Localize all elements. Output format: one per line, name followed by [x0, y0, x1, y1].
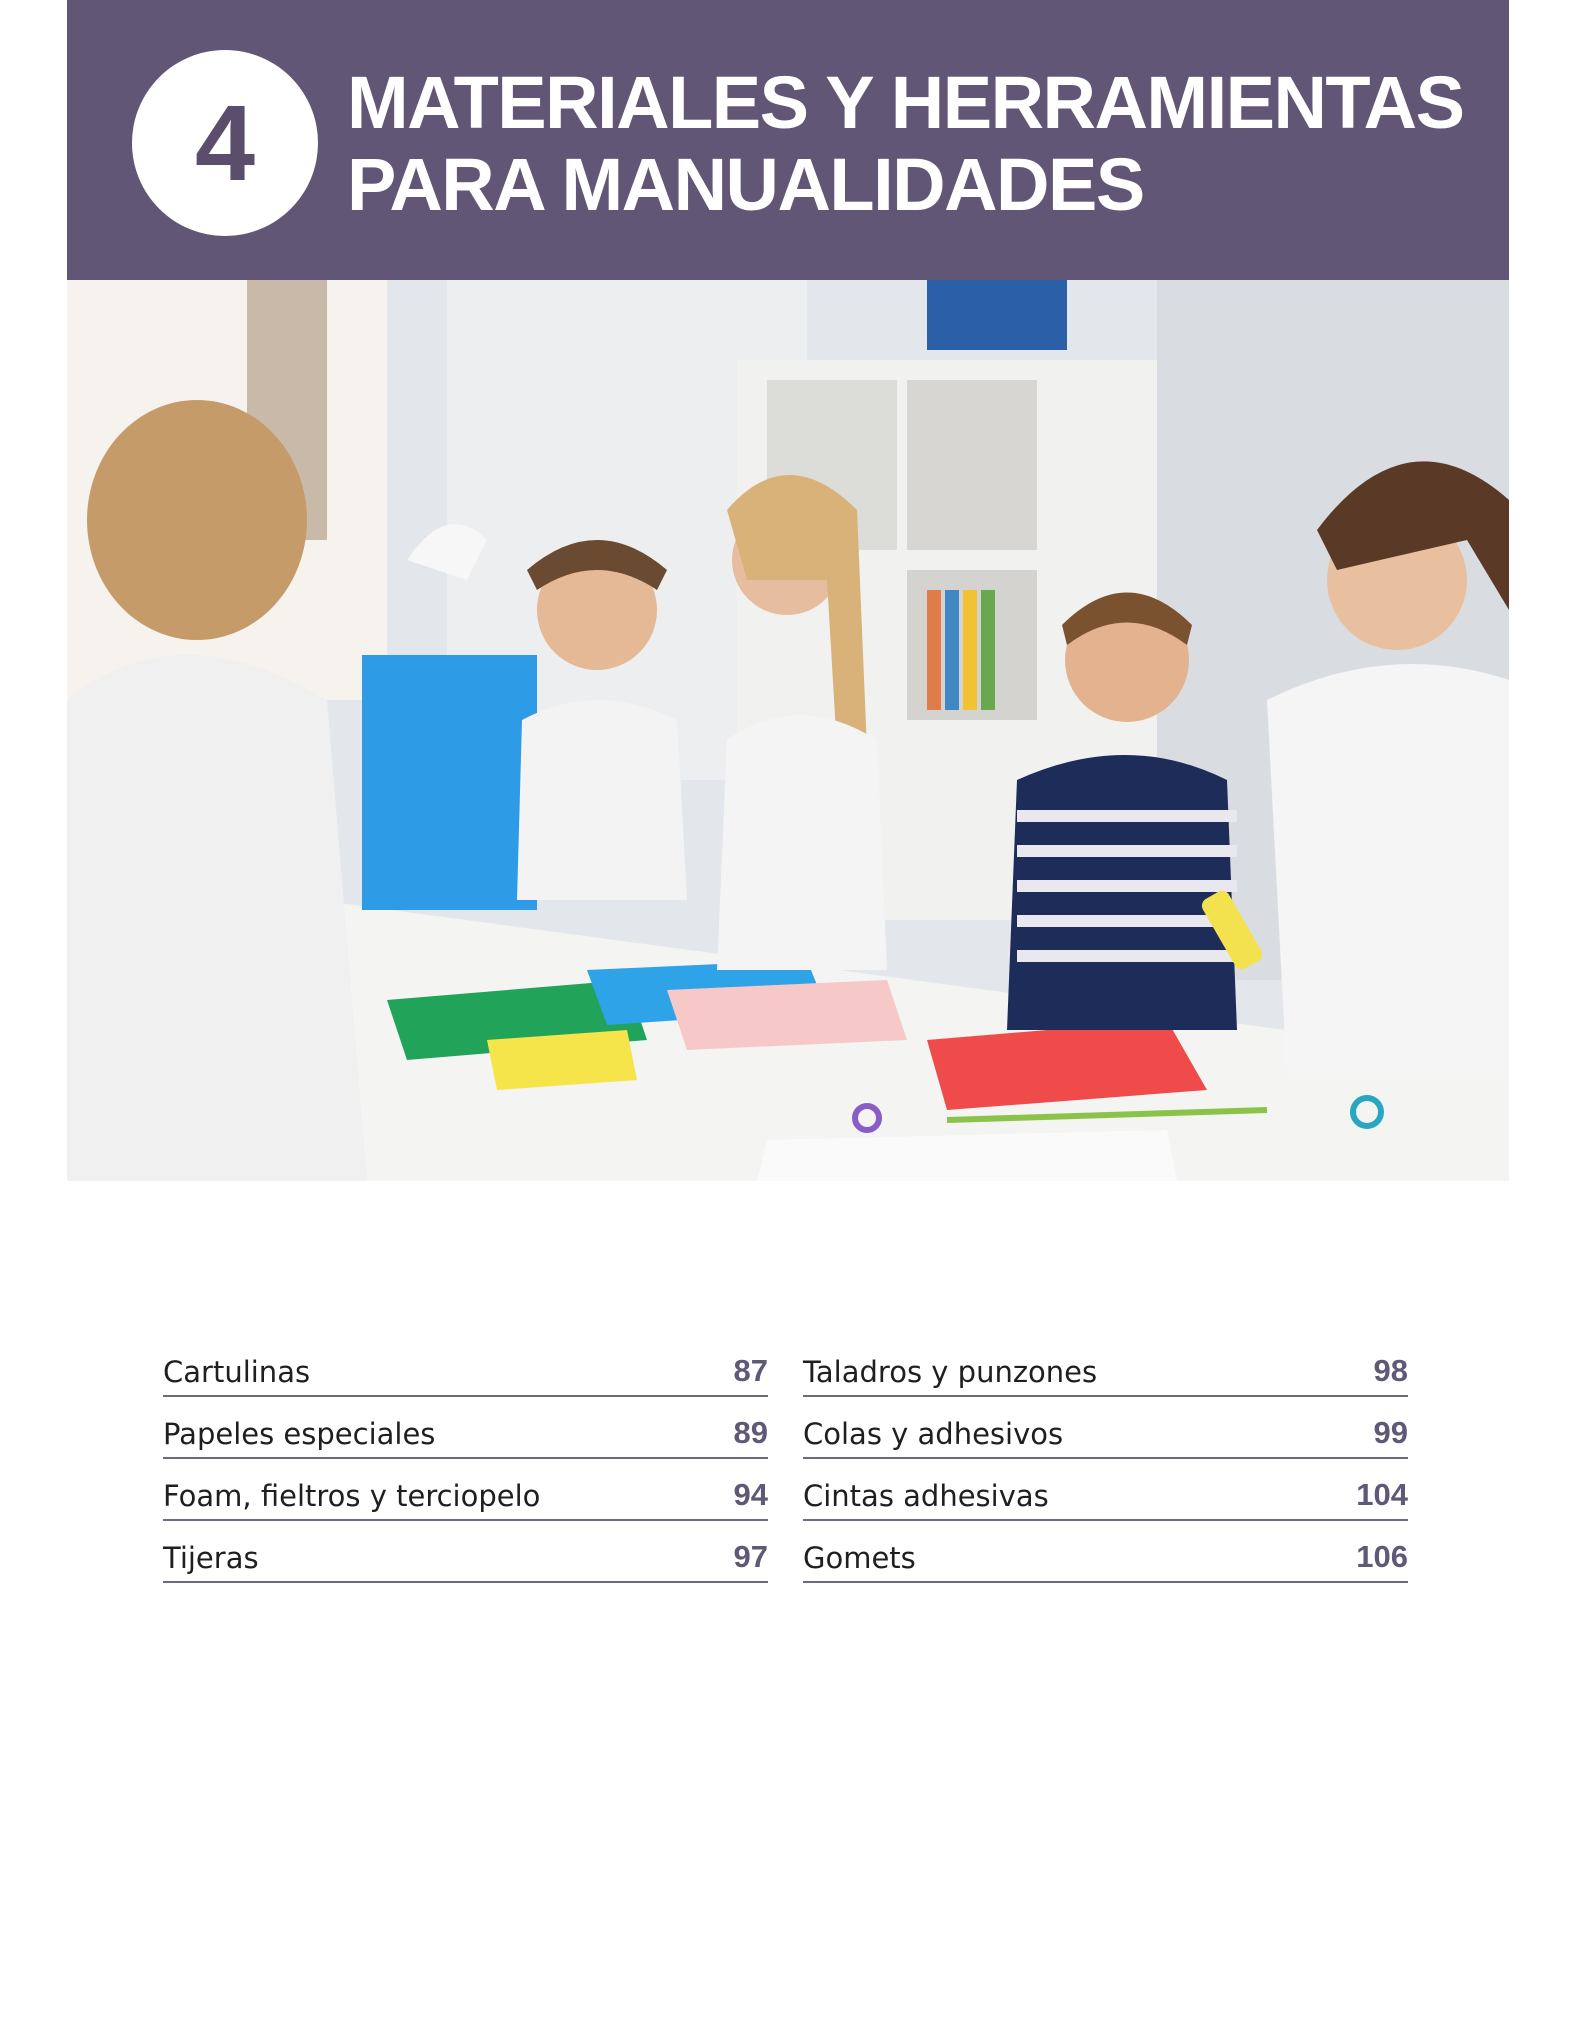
toc-entry-label: Cartulinas: [163, 1355, 311, 1389]
chapter-number: 4: [194, 82, 256, 203]
toc-entry-label: Foam, fieltros y terciopelo: [163, 1479, 541, 1513]
classroom-crafts-photo: [67, 280, 1509, 1181]
toc-entry[interactable]: [163, 1397, 768, 1459]
chapter-title-line-2: PARA MANUALIDADES: [347, 143, 1144, 226]
toc-entry[interactable]: [163, 1459, 768, 1521]
toc-entry-label: Colas y adhesivos: [803, 1417, 1064, 1451]
toc-entry-page: 104: [1356, 1477, 1408, 1512]
chapter-title: [347, 62, 1497, 226]
toc-entry-page: 97: [733, 1539, 768, 1574]
toc-entry-label: Gomets: [803, 1541, 916, 1575]
chapter-number-badge: [132, 50, 318, 236]
toc-entry-page: 106: [1356, 1539, 1408, 1574]
toc-column-left: [163, 1335, 768, 1583]
toc-entry-label: Taladros y punzones: [803, 1355, 1098, 1389]
toc-entry[interactable]: [163, 1521, 768, 1583]
table-of-contents: [163, 1335, 1408, 1595]
toc-entry-page: 99: [1373, 1415, 1408, 1450]
toc-entry[interactable]: [803, 1521, 1408, 1583]
toc-entry-page: 94: [733, 1477, 768, 1512]
toc-entry[interactable]: [803, 1335, 1408, 1397]
toc-entry-label: Cintas adhesivas: [803, 1479, 1049, 1513]
toc-entry-page: 89: [733, 1415, 768, 1450]
toc-entry[interactable]: [803, 1397, 1408, 1459]
toc-entry[interactable]: [803, 1459, 1408, 1521]
toc-column-right: [803, 1335, 1408, 1583]
toc-entry[interactable]: [163, 1335, 768, 1397]
chapter-title-line-1: MATERIALES Y HERRAMIENTAS: [347, 61, 1464, 144]
toc-entry-label: Papeles especiales: [163, 1417, 436, 1451]
chapter-header: [67, 0, 1509, 280]
toc-entry-label: Tijeras: [163, 1541, 259, 1575]
toc-entry-page: 98: [1373, 1353, 1408, 1388]
toc-entry-page: 87: [733, 1353, 768, 1388]
